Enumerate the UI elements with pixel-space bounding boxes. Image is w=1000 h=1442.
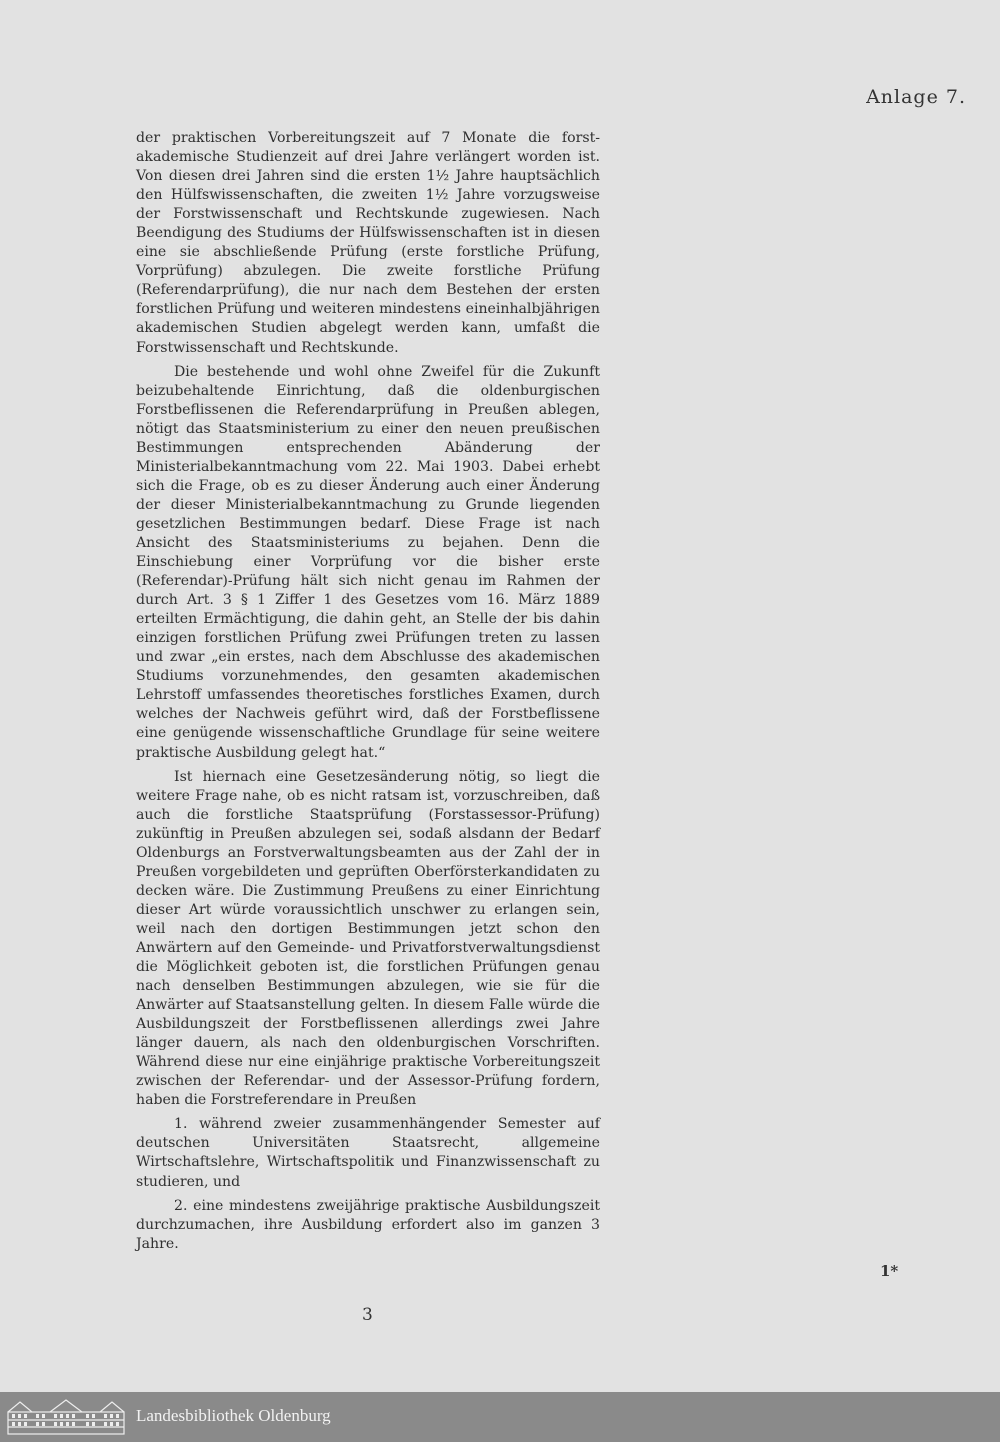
- library-building-icon: [6, 1398, 126, 1436]
- paragraph: Die bestehende und wohl ohne Zweifel für die Zukunft beizubehaltende Einrichtung, daß die oldenburgischen Forstbeflissenen die Referendarprüfung in Preußen ablegen, nötigt das Staatsministerium zu einer den neuen preußischen Bestimmungen entsprechenden Abänderung der Ministerialbekanntmachung vom 22. Mai 1903. Dabei erhebt sich die Frage, ob es zu dieser Änderung auch einer Änderung der dieser Ministerialbekanntmachung zu Grunde liegenden gesetzlichen Bestimmungen bedarf. Diese Frage ist nach Ansicht des Staatsministeriums zu bejahen. Denn die Einschiebung einer Vorprüfung vor die bisher erste (Referendar)-Prüfung hält sich nicht genau im Rahmen der durch Art. 3 § 1 Ziffer 1 des Gesetzes vom 16. März 1889 erteilten Ermächtigung, die dahin geht, an Stelle der bis dahin einzigen forstlichen Prüfung zwei Prüfungen treten zu lassen und zwar „ein erstes, nach dem Abschlusse des akademischen Studiums vorzunehmendes, den gesamten akademischen Lehrstoff umfassendes theoretisches forstliches Examen, durch welches der Nachweis geführt wird, daß der Forstbeflissene eine genügende wissenschaftliche Grundlage für seine weitere praktische Ausbildung gelegt hat.“: [136, 363, 600, 761]
- library-banner: [0, 1392, 1000, 1442]
- paragraph: Ist hiernach eine Gesetzesänderung nötig, so liegt die weitere Frage nahe, ob es nicht ratsam ist, vorzuschreiben, daß auch die forstliche Staatsprüfung (Forstassessor-Prüfung) zukünftig in Preußen abzulegen sei, sodaß alsdann der Bedarf Oldenburgs an Forstverwaltungsbeamten aus der Zahl der in Preußen vorgebildeten und geprüften Oberförsterkandidaten zu decken wäre. Die Zustimmung Preußens zu einer Einrichtung dieser Art würde voraussichtlich unschwer zu erlangen sein, weil nach den dortigen Bestimmungen jetzt schon den Anwärtern auf den Gemeinde- und Privatforstverwaltungsdienst die Möglichkeit geboten ist, die forstlichen Prüfungen genau nach denselben Bestimmungen abzulegen, wie sie für die Anwärter auf Staatsanstellung gelten. In diesem Falle würde die Ausbildungszeit der Forstbeflissenen allerdings zwei Jahre länger dauern, als nach den oldenburgischen Vorschriften. Während diese nur eine einjährige praktische Vorbereitungszeit zwischen der Referendar- und der Assessor-Prüfung fordern, haben die Forstreferendare in Preußen: [136, 768, 600, 1109]
- page-number: 3: [362, 1305, 373, 1325]
- paragraph: der praktischen Vorbereitungszeit auf 7 Monate die forst-akademische Studienzeit auf drei Jahre verlängert worden ist. Von diesen drei Jahren sind die ersten 1½ Jahre hauptsächlich den Hülfswissenschaften, die zweiten 1½ Jahre vorzugsweise der Forstwissenschaft und Rechtskunde zugewiesen. Nach Beendigung des Studiums der Hülfswissenschaften ist in diesen eine sie abschließende Prüfung (erste forstliche Prüfung, Vorprüfung) abzulegen. Die zweite forstliche Prüfung (Referendarprüfung), die nur nach dem Bestehen der ersten forstlichen Prüfung und weiteren mindestens eineinhalbjährigen akademischen Studien abgelegt werden kann, umfaßt die Forstwissenschaft und Rechtskunde.: [136, 130, 600, 356]
- body-text: [136, 129, 600, 1259]
- library-name: Landesbibliothek Oldenburg: [136, 1406, 331, 1425]
- list-item: 2. eine mindestens zweijährige praktische Ausbildungszeit durchzumachen, ihre Ausbildung erfordert also im ganzen 3 Jahre.: [136, 1197, 600, 1252]
- annex-label: Anlage 7.: [866, 86, 966, 108]
- list-item: 1. während zweier zusammenhängender Semester auf deutschen Universitäten Staatsrecht, allgemeine Wirtschaftslehre, Wirtschaftspolitik und Finanzwissenschaft zu studieren, und: [136, 1116, 600, 1190]
- sheet-mark: 1*: [880, 1262, 899, 1280]
